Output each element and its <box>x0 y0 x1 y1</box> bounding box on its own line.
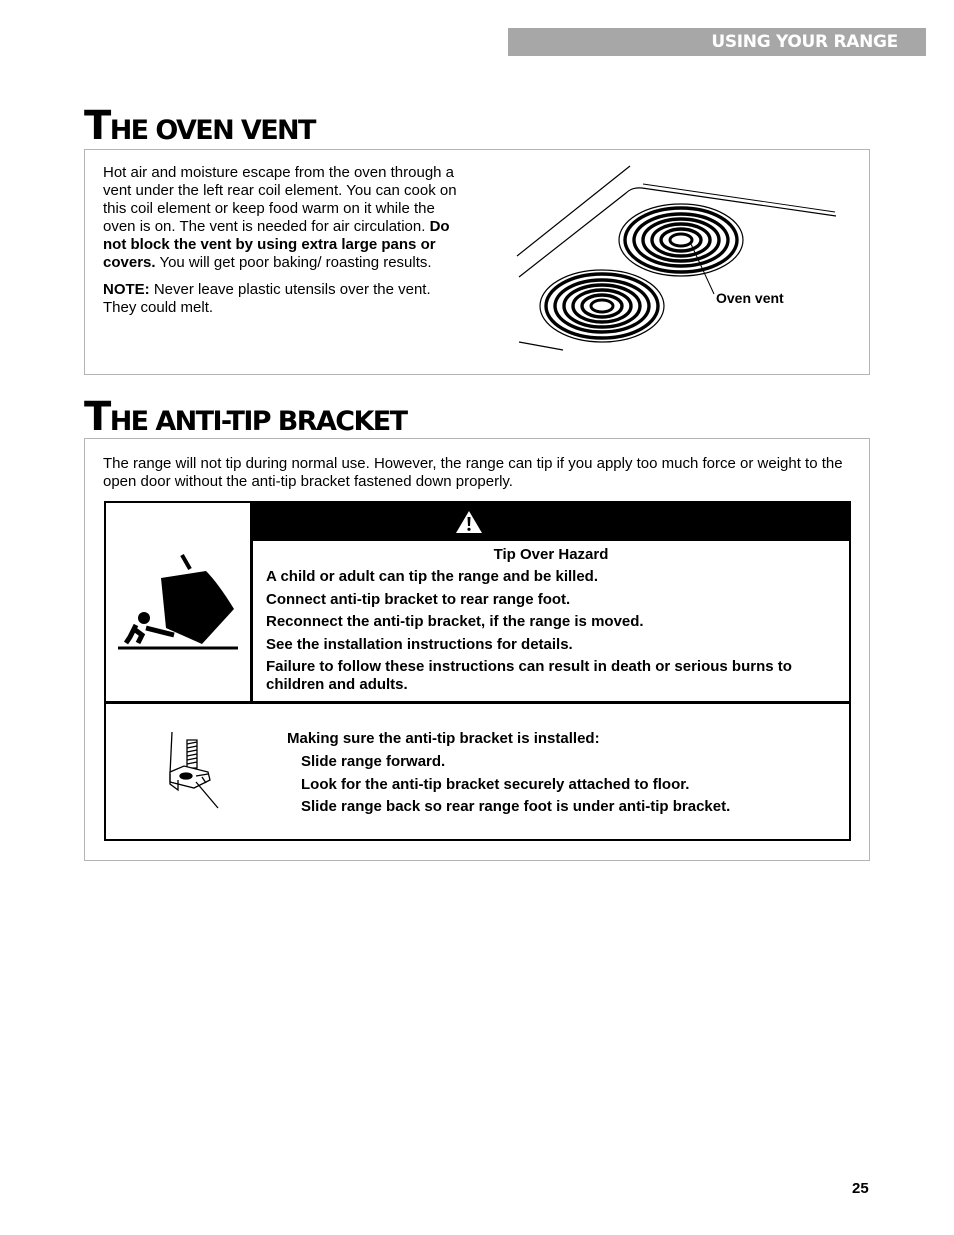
bracket-step: Look for the anti-tip bracket securely attached to floor. <box>301 775 690 793</box>
anti-tip-bracket-illustration <box>156 730 226 810</box>
anti-tip-title: THE ANTI-TIP BRACKET <box>84 394 407 440</box>
oven-vent-note <box>103 281 465 317</box>
warning-top-section <box>106 503 849 704</box>
warning-title: Tip Over Hazard <box>493 546 609 563</box>
bracket-check-title: Making sure the anti-tip bracket is installed: <box>287 730 600 747</box>
warning-line: Failure to follow these instructions can result in death or serious burns to children and adults. <box>266 658 792 694</box>
oven-vent-warning-text: Do not block the vent by using extra large pans or covers. <box>103 218 450 271</box>
warning-lines <box>266 568 826 699</box>
anti-tip-intro: The range will not tip during normal use. However, the range can tip if you apply too much force or weight to the open door without the anti-tip bracket fastened down properly. <box>103 455 843 490</box>
anti-tip-box <box>84 438 870 861</box>
bracket-step: Slide range forward. <box>301 753 446 770</box>
oven-vent-title: THE OVEN VENT <box>84 103 315 149</box>
oven-vent-box <box>84 149 870 375</box>
oven-vent-text-2: You will get poor baking/ roasting results. <box>155 254 432 271</box>
cooktop-illustration <box>515 160 845 360</box>
warning-line: Reconnect the anti-tip bracket, if the range is moved. <box>266 613 644 631</box>
section-header: USING YOUR RANGE <box>508 28 926 56</box>
warning-panel <box>104 501 851 841</box>
bracket-check-section <box>106 704 849 839</box>
bracket-step: Slide range back so rear range foot is under anti-tip bracket. <box>301 798 731 816</box>
warning-triangle-icon <box>455 510 483 534</box>
oven-vent-callout: Oven vent <box>716 290 784 306</box>
warning-line: See the installation instructions for details. <box>266 635 573 653</box>
oven-vent-paragraph <box>103 164 465 272</box>
note-label: NOTE: <box>103 281 150 298</box>
warning-line: Connect anti-tip bracket to rear range foot. <box>266 590 571 608</box>
oven-vent-text-1: Hot air and moisture escape from the oven through a vent under the left rear coil element. You can cook on this coil element or keep food warm on it while the oven is on. The vent is needed for air circulation. <box>103 164 457 235</box>
bracket-check-steps <box>301 753 730 821</box>
warning-line: A child or adult can tip the range and be killed. <box>266 568 598 585</box>
page-number: 25 <box>852 1180 869 1197</box>
tipping-range-illustration <box>106 503 253 701</box>
note-text: Never leave plastic utensils over the vent. They could melt. <box>103 281 431 316</box>
warning-header-bar <box>253 503 849 541</box>
oven-vent-text <box>103 164 465 317</box>
